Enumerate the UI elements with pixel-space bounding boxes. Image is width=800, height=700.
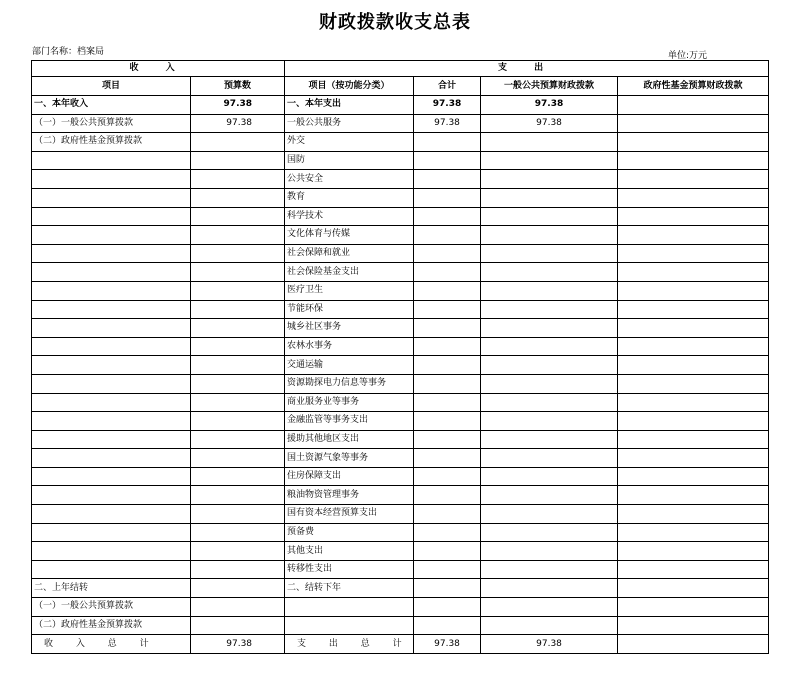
income-amount-cell [191,356,285,375]
expense-fund-cell [618,598,769,617]
expense-item-cell: 预备费 [285,523,414,542]
table-row [32,319,769,338]
expense-general-cell [481,374,618,393]
expense-fund-cell [618,393,769,412]
income-amount-cell [191,579,285,598]
income-amount-cell [191,170,285,189]
income-item-cell [32,542,191,561]
expense-fund-cell [618,356,769,375]
expense-general-cell [481,319,618,338]
expense-item-cell [285,598,414,617]
income-amount-cell [191,412,285,431]
expense-item-cell: 资源勘探电力信息等事务 [285,374,414,393]
expense-total-cell [414,337,481,356]
expense-total-cell [414,170,481,189]
expense-fund-cell [618,505,769,524]
income-item-cell: （二）政府性基金预算拨款 [32,133,191,152]
table-row [32,467,769,486]
expense-fund-cell [618,319,769,338]
income-item-cell [32,467,191,486]
expense-fund-cell [618,170,769,189]
expense-total-cell [414,133,481,152]
expense-general-cell [481,560,618,579]
expense-general-cell [481,207,618,226]
expense-item-cell: 国有资本经营预算支出 [285,505,414,524]
table-row [32,505,769,524]
expense-fund-cell [618,114,769,133]
table-row [32,356,769,375]
expense-general-cell [481,281,618,300]
expense-total-cell [414,430,481,449]
expense-item-cell: 节能环保 [285,300,414,319]
table-row [32,598,769,617]
column-header-row [32,77,769,96]
expense-item-cell: 一般公共服务 [285,114,414,133]
expense-item-cell [285,616,414,635]
expense-total-cell [414,244,481,263]
expense-total-amount: 97.38 [414,635,481,654]
col-header-budget: 预算数 [191,77,285,96]
expense-total-cell [414,281,481,300]
expense-general-cell [481,263,618,282]
expense-item-cell: 交通运输 [285,356,414,375]
income-item-cell [32,337,191,356]
income-amount-cell [191,133,285,152]
income-amount-cell [191,616,285,635]
income-item-cell [32,281,191,300]
table-row [32,133,769,152]
expense-item-cell: 教育 [285,188,414,207]
expense-total-cell [414,356,481,375]
expense-general-cell [481,449,618,468]
expense-fund-cell [618,188,769,207]
expense-item-cell: 商业服务业等事务 [285,393,414,412]
expense-general-cell [481,430,618,449]
expense-total-cell [414,523,481,542]
income-item-cell [32,393,191,412]
expense-total-cell [414,374,481,393]
income-item-cell [32,319,191,338]
income-item-cell [32,560,191,579]
expense-total-cell [414,319,481,338]
expense-fund-cell [618,374,769,393]
income-amount-cell [191,598,285,617]
expense-general-cell [481,170,618,189]
income-amount-cell [191,523,285,542]
expense-fund-cell [618,244,769,263]
income-item-cell [32,300,191,319]
income-item-cell [32,356,191,375]
income-amount-cell [191,151,285,170]
expense-fund-cell [618,486,769,505]
expense-item-cell: 粮油物资管理事务 [285,486,414,505]
expense-item-cell: 金融监管等事务支出 [285,412,414,431]
income-amount-cell [191,449,285,468]
table-row [32,560,769,579]
expense-total-label: 支 出 总 计 [285,635,414,654]
col-header-general: 一般公共预算财政拨款 [481,77,618,96]
income-item-cell [32,263,191,282]
income-amount-cell [191,430,285,449]
expense-general-cell [481,523,618,542]
table-row [32,151,769,170]
expense-total-cell [414,449,481,468]
table-row [32,300,769,319]
expense-item-cell: 援助其他地区支出 [285,430,414,449]
income-item-cell [32,430,191,449]
income-amount-cell [191,207,285,226]
income-amount-cell: 97.38 [191,114,285,133]
income-amount-cell [191,542,285,561]
expense-fund-cell [618,560,769,579]
expense-general-cell [481,467,618,486]
income-section-header: 收 入 [32,61,285,77]
expense-general-cell [481,412,618,431]
income-item-cell [32,449,191,468]
table-row [32,114,769,133]
table-row [32,244,769,263]
expense-general-cell [481,356,618,375]
income-amount-cell [191,467,285,486]
table-row [32,542,769,561]
section-header-row [32,61,769,77]
income-amount-cell [191,244,285,263]
table-row [32,337,769,356]
expense-general-amount: 97.38 [481,635,618,654]
col-header-item-func: 项目（按功能分类） [285,77,414,96]
expense-section-header: 支 出 [285,61,769,77]
expense-general-cell [481,542,618,561]
income-amount-cell [191,337,285,356]
expense-item-cell: 转移性支出 [285,560,414,579]
expense-fund-cell [618,616,769,635]
income-amount-cell [191,560,285,579]
income-item-cell [32,244,191,263]
expense-total-cell [414,560,481,579]
expense-fund-cell [618,337,769,356]
table-row [32,486,769,505]
expense-item-cell: 医疗卫生 [285,281,414,300]
expense-total-cell [414,505,481,524]
income-amount-cell [191,188,285,207]
expense-total-cell [414,188,481,207]
expense-item-cell: 一、本年支出 [285,96,414,115]
income-item-cell [32,412,191,431]
expense-general-cell [481,151,618,170]
expense-general-cell [481,486,618,505]
expense-total-cell [414,393,481,412]
expense-total-cell [414,542,481,561]
expense-fund-cell [618,412,769,431]
expense-general-cell [481,133,618,152]
table-row [32,523,769,542]
income-item-cell [32,505,191,524]
income-item-cell [32,207,191,226]
expense-item-cell: 科学技术 [285,207,414,226]
table-row [32,96,769,115]
expense-general-cell [481,393,618,412]
expense-general-cell [481,188,618,207]
unit-label: 单位:万元 [668,51,708,61]
table-row [32,263,769,282]
expense-fund-cell [618,226,769,245]
col-header-item: 项目 [32,77,191,96]
income-item-cell [32,226,191,245]
expense-item-cell: 社会保障和就业 [285,244,414,263]
income-item-cell [32,188,191,207]
page-title: 财政拨款收支总表 [319,12,471,33]
income-amount-cell [191,226,285,245]
fiscal-summary-table [31,60,769,654]
expense-fund-cell [618,151,769,170]
income-total-label: 收 入 总 计 [32,635,191,654]
expense-item-cell: 国防 [285,151,414,170]
income-item-cell: （一）一般公共预算拨款 [32,598,191,617]
expense-fund-cell [618,207,769,226]
expense-total-cell [414,412,481,431]
income-amount-cell [191,281,285,300]
expense-item-cell: 二、结转下年 [285,579,414,598]
expense-total-cell: 97.38 [414,114,481,133]
expense-total-cell [414,263,481,282]
expense-general-cell: 97.38 [481,114,618,133]
expense-total-cell [414,226,481,245]
income-item-cell [32,151,191,170]
income-item-cell [32,170,191,189]
expense-fund-cell [618,467,769,486]
totals-row [32,635,769,654]
expense-total-cell [414,151,481,170]
table-row [32,281,769,300]
expense-item-cell: 社会保险基金支出 [285,263,414,282]
table-row [32,170,769,189]
income-amount-cell [191,486,285,505]
table-row [32,616,769,635]
expense-fund-cell [618,523,769,542]
expense-item-cell: 公共安全 [285,170,414,189]
expense-total-cell: 97.38 [414,96,481,115]
expense-fund-cell [618,263,769,282]
expense-item-cell: 其他支出 [285,542,414,561]
income-total-amount: 97.38 [191,635,285,654]
expense-total-cell [414,579,481,598]
income-item-cell [32,374,191,393]
income-amount-cell [191,505,285,524]
expense-item-cell: 城乡社区事务 [285,319,414,338]
expense-total-cell [414,207,481,226]
col-header-total: 合计 [414,77,481,96]
income-amount-cell [191,319,285,338]
table-row [32,449,769,468]
table-row [32,188,769,207]
expense-item-cell: 文化体育与传媒 [285,226,414,245]
expense-fund-cell [618,430,769,449]
expense-general-cell: 97.38 [481,96,618,115]
expense-general-cell [481,616,618,635]
department-name: 部门名称：档案局 [32,47,105,57]
expense-general-cell [481,244,618,263]
table-row [32,374,769,393]
table-row [32,393,769,412]
expense-fund-cell [618,300,769,319]
income-amount-cell [191,393,285,412]
expense-fund-cell [618,96,769,115]
expense-item-cell: 外交 [285,133,414,152]
income-item-cell: （二）政府性基金预算拨款 [32,616,191,635]
expense-total-cell [414,616,481,635]
income-amount-cell [191,374,285,393]
table-row [32,412,769,431]
expense-item-cell: 国土资源气象等事务 [285,449,414,468]
income-item-cell [32,486,191,505]
income-item-cell: 一、本年收入 [32,96,191,115]
expense-fund-cell [618,133,769,152]
income-amount-cell: 97.38 [191,96,285,115]
expense-fund-cell [618,449,769,468]
income-item-cell [32,523,191,542]
expense-fund-cell [618,579,769,598]
expense-item-cell: 农林水事务 [285,337,414,356]
expense-item-cell: 住房保障支出 [285,467,414,486]
expense-total-cell [414,300,481,319]
income-amount-cell [191,300,285,319]
table-row [32,207,769,226]
expense-total-cell [414,486,481,505]
income-amount-cell [191,263,285,282]
table-row [32,226,769,245]
expense-fund-cell [618,542,769,561]
col-header-gov-fund: 政府性基金预算财政拨款 [618,77,769,96]
income-item-cell: 二、上年结转 [32,579,191,598]
table-row [32,430,769,449]
expense-total-cell [414,598,481,617]
expense-general-cell [481,337,618,356]
expense-fund-amount [618,635,769,654]
expense-general-cell [481,598,618,617]
expense-general-cell [481,300,618,319]
expense-general-cell [481,505,618,524]
table-row [32,579,769,598]
expense-fund-cell [618,281,769,300]
expense-total-cell [414,467,481,486]
expense-general-cell [481,226,618,245]
income-item-cell: （一）一般公共预算拨款 [32,114,191,133]
expense-general-cell [481,579,618,598]
